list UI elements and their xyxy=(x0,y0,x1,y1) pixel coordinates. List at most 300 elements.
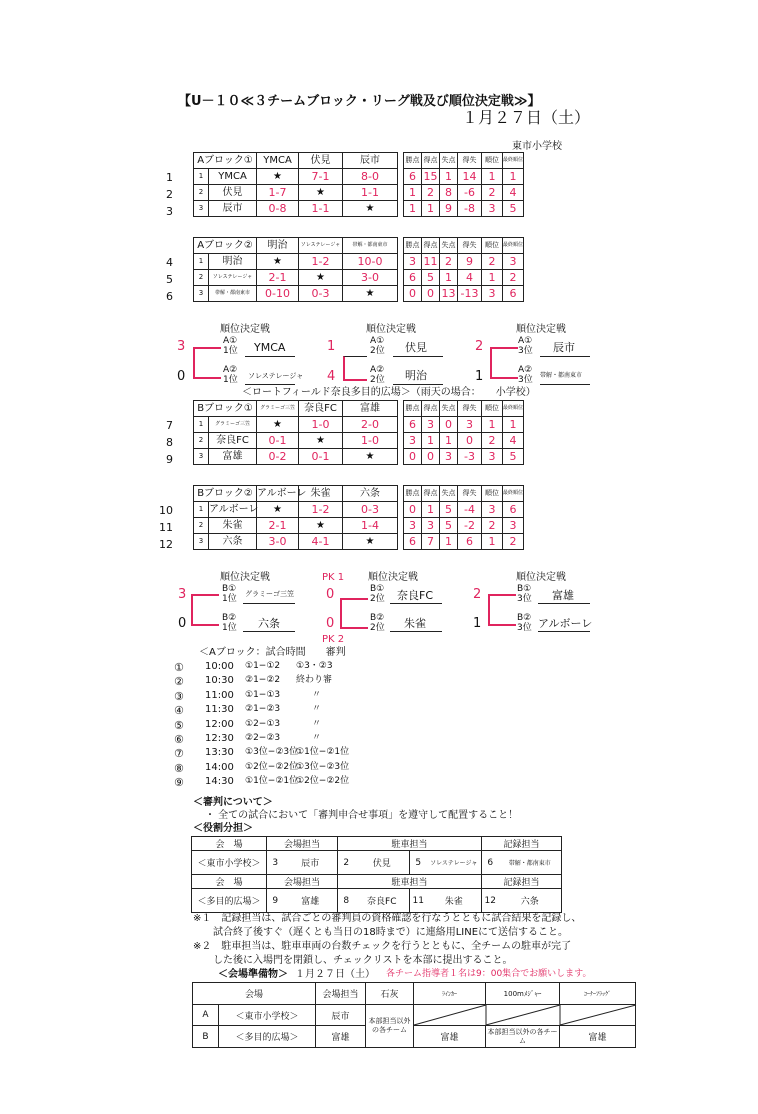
match-referee: ①3・②3 xyxy=(296,661,333,671)
result-cell: ★ xyxy=(299,185,343,201)
slot-label: A② xyxy=(223,365,238,375)
stat-header: 勝点 xyxy=(404,401,422,417)
team-index: 2 xyxy=(194,185,209,201)
stat-gf: 1 xyxy=(422,201,440,217)
header-cell: 駐車担当 xyxy=(338,837,482,851)
row-number: 1 xyxy=(166,171,173,184)
slot-team: グラミーゴ三笠 xyxy=(245,590,294,598)
match-number: ① xyxy=(174,661,184,674)
stat-pts: 3 xyxy=(404,518,422,534)
slot-underline xyxy=(390,631,442,632)
league-table xyxy=(193,485,524,550)
header-cell: ｺｰﾅｰﾌﾗｯｸﾞ xyxy=(560,983,636,1005)
venue-cell: ＜多目的広場＞ xyxy=(192,889,267,913)
slot-underline xyxy=(245,384,295,385)
pk-label: PK 2 xyxy=(322,634,345,645)
match-number: ⑤ xyxy=(174,718,184,732)
score: 3 xyxy=(177,339,186,354)
slot-team: ソレステレージャ xyxy=(248,372,304,380)
opponent-header: アルボーレ xyxy=(257,486,299,502)
slot-team: アルボーレ xyxy=(538,617,593,630)
match-time: 10:00 xyxy=(205,661,234,672)
score: 1 xyxy=(473,616,482,631)
stat-final: 3 xyxy=(503,518,524,534)
opponent-header: 辰市 xyxy=(343,153,398,169)
match-number: ⑨ xyxy=(174,776,184,790)
slot-team: 帯解・都南東市 xyxy=(540,372,583,379)
stat-gd: 0 xyxy=(458,433,482,449)
bracket-line xyxy=(193,347,221,379)
team-index: 2 xyxy=(194,433,209,449)
slot-team: 朱雀 xyxy=(404,617,426,630)
stat-gd: -4 xyxy=(458,502,482,518)
result-cell: 1-1 xyxy=(343,185,398,201)
slot-team: 富雄 xyxy=(552,589,574,602)
result-cell: 1-0 xyxy=(299,417,343,433)
result-cell: ★ xyxy=(257,417,299,433)
team-index: 1 xyxy=(194,502,209,518)
header-cell: 会場担当 xyxy=(267,875,338,889)
venue-cell: ＜東市小学校＞ xyxy=(192,851,267,875)
note: ※１ 記録担当は、試合ごとの審判員の資格確認を行なうとともに試合結果を記録し、 xyxy=(193,913,582,924)
tanto-cell: 辰市 xyxy=(316,1005,366,1026)
match-time: 11:00 xyxy=(205,689,234,701)
stat-header: 得点 xyxy=(422,401,440,417)
stat-header: 得点 xyxy=(422,486,440,502)
result-cell: 8-0 xyxy=(343,169,398,185)
opponent-header: 朱雀 xyxy=(299,486,343,502)
measure-cell: 本部担当以外の各チーム xyxy=(486,1026,560,1048)
opponent-header: YMCA xyxy=(257,153,299,169)
team-name: アルボーレ xyxy=(209,502,257,518)
slot-label: B② xyxy=(517,613,532,623)
result-cell: 0-3 xyxy=(299,286,343,302)
row-id: A xyxy=(193,1005,219,1026)
pk-label: PK 1 xyxy=(322,572,345,583)
slot-pos: 3位 xyxy=(517,594,532,604)
result-cell: 1-2 xyxy=(299,254,343,270)
opponent-header: 奈良FC xyxy=(299,401,343,417)
referee-heading: ＜審判について＞ xyxy=(193,797,273,808)
table-row xyxy=(194,502,524,518)
stat-rank: 3 xyxy=(482,201,503,217)
league-table xyxy=(193,400,524,465)
playoff-label: 順位決定戦 xyxy=(220,572,270,583)
slot-underline xyxy=(390,603,442,604)
match-referee: ①2位−②2位 xyxy=(296,776,350,787)
stat-final: 6 xyxy=(503,286,524,302)
table-row xyxy=(194,449,524,465)
bracket-line xyxy=(340,598,368,629)
result-cell: 3-0 xyxy=(343,270,398,286)
result-cell: 1-0 xyxy=(343,433,398,449)
result-cell: ★ xyxy=(343,201,398,217)
team-cell: 奈良FC xyxy=(355,889,410,913)
result-cell: 0-3 xyxy=(343,502,398,518)
team-name: 伏見 xyxy=(209,185,257,201)
liner-cell: 富雄 xyxy=(414,1026,486,1048)
equipment-note: 各チーム指導者１名は9：00集合でお願いします。 xyxy=(386,969,592,979)
slot-pos: 2位 xyxy=(370,346,385,356)
match-time: 14:00 xyxy=(205,761,234,773)
row-number: 12 xyxy=(159,538,173,551)
stat-ga: 0 xyxy=(440,417,458,433)
slot-underline xyxy=(393,356,443,357)
team-no: 3 xyxy=(267,851,284,875)
team-name: 六条 xyxy=(209,534,257,550)
stat-rank: 1 xyxy=(482,417,503,433)
stat-final: 4 xyxy=(503,185,524,201)
slot-pos: 3位 xyxy=(517,623,532,633)
stat-header: 失点 xyxy=(440,486,458,502)
row-number: 6 xyxy=(166,290,173,303)
team-index: 3 xyxy=(194,534,209,550)
stat-gf: 7 xyxy=(422,534,440,550)
playoff-label: 順位決定戦 xyxy=(516,324,566,335)
slot-label: A① xyxy=(518,336,533,346)
row-number: 10 xyxy=(159,504,173,517)
match-referee: 〃 xyxy=(312,689,322,700)
stat-header: 勝点 xyxy=(404,486,422,502)
playoff-label: 順位決定戦 xyxy=(368,572,418,583)
result-cell: 3-0 xyxy=(257,534,299,550)
result-cell: 0-1 xyxy=(257,433,299,449)
score: 1 xyxy=(327,339,336,354)
match-referee: ①3位−②3位 xyxy=(296,761,350,772)
match-time: 12:30 xyxy=(205,733,234,744)
result-cell: 2-1 xyxy=(257,518,299,534)
slot-underline xyxy=(393,384,443,385)
result-cell: 0-10 xyxy=(257,286,299,302)
league-table xyxy=(193,237,524,302)
stat-gd: 4 xyxy=(458,270,482,286)
slot-pos: 1位 xyxy=(222,623,237,633)
venue-label: 東市小学校 xyxy=(512,141,562,152)
table-row xyxy=(194,185,524,201)
header-cell: 会場担当 xyxy=(316,983,366,1005)
stat-ga: 1 xyxy=(440,270,458,286)
stat-gf: 2 xyxy=(422,185,440,201)
stat-rank: 3 xyxy=(482,502,503,518)
stat-ga: 1 xyxy=(440,169,458,185)
slot-team: 辰市 xyxy=(553,341,575,354)
stat-rank: 1 xyxy=(482,270,503,286)
opponent-header: 伏見 xyxy=(299,153,343,169)
stat-rank: 2 xyxy=(482,254,503,270)
header-cell: 石灰 xyxy=(366,983,414,1005)
stat-ga: 9 xyxy=(440,201,458,217)
stat-pts: 1 xyxy=(404,201,422,217)
score: 0 xyxy=(326,616,335,631)
stat-ga: 2 xyxy=(440,254,458,270)
match-teams: ②1−②3 xyxy=(245,704,281,715)
match-number: ⑦ xyxy=(174,747,184,761)
team-name: 朱雀 xyxy=(209,518,257,534)
stat-final: 3 xyxy=(503,254,524,270)
note: 試合終了後すぐ（遅くとも当日の18時まで）に連絡用LINEにて送信すること。 xyxy=(213,927,569,938)
team-cell: 富雄 xyxy=(284,889,338,913)
match-number: ③ xyxy=(174,689,184,703)
slot-pos: 1位 xyxy=(222,594,237,604)
note: した後に入場門を閉鎖し、チェックリストを本部に提出すること。 xyxy=(213,955,513,966)
slot-label: A① xyxy=(370,336,385,346)
block-name: Aブロック② xyxy=(194,238,257,254)
match-referee: 〃 xyxy=(312,718,322,729)
stat-final: 5 xyxy=(503,201,524,217)
slot-pos: 1位 xyxy=(223,375,238,385)
stat-header: 得失 xyxy=(458,153,482,169)
match-number: ⑧ xyxy=(174,761,184,775)
table-row xyxy=(194,417,524,433)
stat-pts: 0 xyxy=(404,286,422,302)
team-cell: 六条 xyxy=(499,889,562,913)
slot-team: 奈良FC xyxy=(397,589,434,602)
stat-gf: 1 xyxy=(422,502,440,518)
stat-gd: -2 xyxy=(458,518,482,534)
slot-label: B① xyxy=(370,584,385,594)
score: 2 xyxy=(473,587,482,602)
row-number: 5 xyxy=(166,273,173,286)
bracket-line xyxy=(490,347,518,379)
stat-final: 2 xyxy=(503,270,524,286)
header-cell: ﾗｲﾝｶｰ xyxy=(414,983,486,1005)
lime-cell: 本部担当以外の各チーム xyxy=(366,1005,414,1048)
stat-gf: 0 xyxy=(422,286,440,302)
team-no: 6 xyxy=(482,851,499,875)
stat-header: 順位 xyxy=(482,401,503,417)
event-date: １月２７日（土） xyxy=(462,108,591,127)
result-cell: 2-1 xyxy=(257,270,299,286)
stat-header: 最終順位 xyxy=(503,401,524,417)
slot-underline xyxy=(538,603,590,604)
row-number: 2 xyxy=(166,188,173,201)
slot-label: B② xyxy=(222,613,237,623)
stat-final: 4 xyxy=(503,433,524,449)
stat-gd: -8 xyxy=(458,201,482,217)
row-number: 7 xyxy=(166,419,173,432)
result-cell: 2-0 xyxy=(343,417,398,433)
stat-header: 失点 xyxy=(440,238,458,254)
opponent-header: 帯解・都南東市 xyxy=(343,238,398,254)
block-name: Aブロック① xyxy=(194,153,257,169)
team-name: 奈良FC xyxy=(209,433,257,449)
result-cell: 1-2 xyxy=(299,502,343,518)
result-cell: ★ xyxy=(343,286,398,302)
stat-pts: 6 xyxy=(404,270,422,286)
stat-gd: 6 xyxy=(458,534,482,550)
result-cell: ★ xyxy=(343,449,398,465)
result-cell: ★ xyxy=(299,270,343,286)
result-cell: 1-4 xyxy=(343,518,398,534)
opponent-header: 六条 xyxy=(343,486,398,502)
stat-ga: 8 xyxy=(440,185,458,201)
result-cell: 4-1 xyxy=(299,534,343,550)
team-index: 2 xyxy=(194,270,209,286)
result-cell: 0-1 xyxy=(299,449,343,465)
opponent-header: ソレステレージャ xyxy=(299,238,343,254)
stat-ga: 13 xyxy=(441,287,456,300)
slot-underline xyxy=(243,603,295,604)
team-index: 3 xyxy=(194,449,209,465)
table-row xyxy=(194,201,524,217)
score: 0 xyxy=(178,616,187,631)
playoff-label: 順位決定戦 xyxy=(366,324,416,335)
bracket-line xyxy=(343,356,367,381)
result-cell: ★ xyxy=(299,518,343,534)
result-cell: ★ xyxy=(343,534,398,550)
bracket-line xyxy=(191,594,219,626)
slot-underline xyxy=(538,631,590,632)
team-name: グラミーゴ三笠 xyxy=(209,417,257,433)
team-name: 帯解・都南東市 xyxy=(209,286,257,302)
match-teams: ①2−①3 xyxy=(245,718,281,729)
stat-gd: 3 xyxy=(458,417,482,433)
team-name: 辰市 xyxy=(209,201,257,217)
stat-gd: -3 xyxy=(458,449,482,465)
team-cell: 帯解・都南東市 xyxy=(499,851,562,875)
slot-pos: 2位 xyxy=(370,594,385,604)
match-teams: ①1−①2 xyxy=(245,661,281,671)
row-number: 3 xyxy=(166,205,173,218)
team-index: 1 xyxy=(194,254,209,270)
venue-label: ＜ロートフィールド奈良多目的広場＞（雨天の場合： 小学校） xyxy=(242,387,536,398)
result-cell: 7-1 xyxy=(299,169,343,185)
match-time: 12:00 xyxy=(205,718,234,730)
stat-rank: 2 xyxy=(482,518,503,534)
stat-header: 勝点 xyxy=(404,153,422,169)
match-referee: ①1位−②1位 xyxy=(296,747,350,758)
header-cell: 会場担当 xyxy=(267,837,338,851)
stat-header: 最終順位 xyxy=(503,238,524,254)
stat-header: 失点 xyxy=(440,401,458,417)
stat-final: 5 xyxy=(503,449,524,465)
stat-rank: 1 xyxy=(482,534,503,550)
header-cell: 会 場 xyxy=(192,875,267,889)
header-cell: 会 場 xyxy=(192,837,267,851)
result-cell: ★ xyxy=(257,254,299,270)
result-cell: ★ xyxy=(257,502,299,518)
venue-cell: ＜東市小学校＞ xyxy=(219,1005,316,1026)
result-cell: ★ xyxy=(299,433,343,449)
match-referee: 〃 xyxy=(312,733,322,743)
team-no: 9 xyxy=(267,889,284,913)
team-no: 5 xyxy=(410,851,427,875)
result-cell: 0-2 xyxy=(257,449,299,465)
header-cell: 記録担当 xyxy=(482,875,562,889)
header-cell: 会場 xyxy=(193,983,316,1005)
score: 0 xyxy=(177,369,186,384)
match-teams: ①3位−②3位 xyxy=(245,747,299,758)
stat-ga: 1 xyxy=(440,534,458,550)
diagonal-cell xyxy=(414,1005,636,1026)
table-row xyxy=(194,254,524,270)
team-cell: 辰市 xyxy=(284,851,338,875)
stat-header: 失点 xyxy=(440,153,458,169)
equipment-date: １月２７日（土） xyxy=(295,969,375,980)
slot-label: B① xyxy=(517,584,532,594)
league-table xyxy=(193,152,524,217)
slot-label: A② xyxy=(370,365,385,375)
match-teams: ①1位−②1位 xyxy=(245,776,299,787)
stat-pts: 6 xyxy=(404,417,422,433)
match-teams: ①1−①3 xyxy=(245,689,281,700)
score: 0 xyxy=(326,587,335,602)
slot-underline xyxy=(245,356,295,357)
stat-gd: -13 xyxy=(458,286,482,302)
stat-final: 1 xyxy=(503,417,524,433)
stat-gf: 5 xyxy=(422,270,440,286)
stat-ga: 5 xyxy=(440,502,458,518)
slot-team: 伏見 xyxy=(405,341,427,354)
playoff-label: 順位決定戦 xyxy=(220,324,270,335)
team-index: 3 xyxy=(194,286,209,302)
header-cell: 100mﾒｼﾞｬｰ xyxy=(486,983,560,1005)
stat-ga: 3 xyxy=(440,449,458,465)
result-cell: ★ xyxy=(257,169,299,185)
team-no: 2 xyxy=(338,851,355,875)
stat-gf: 11 xyxy=(423,255,438,268)
stat-header: 最終順位 xyxy=(503,153,524,169)
team-index: 1 xyxy=(194,169,209,185)
team-cell: 朱雀 xyxy=(427,889,482,913)
table-row xyxy=(194,270,524,286)
stat-header: 順位 xyxy=(482,486,503,502)
team-no: 12 xyxy=(482,889,499,913)
stat-gd: 14 xyxy=(458,169,482,185)
stat-header: 最終順位 xyxy=(503,486,524,502)
roles-heading: ＜役割分担＞ xyxy=(193,823,253,834)
slot-label: A① xyxy=(223,336,238,346)
note: ※２ 駐車担当は、駐車車両の台数チェックを行うとともに、全チームの駐車が完了 xyxy=(193,941,572,952)
match-referee: 〃 xyxy=(312,704,322,715)
stat-pts: 0 xyxy=(404,449,422,465)
slot-pos: 1位 xyxy=(223,346,238,356)
stat-gf: 3 xyxy=(422,417,440,433)
table-row xyxy=(194,534,524,550)
stat-final: 1 xyxy=(503,169,524,185)
score: 4 xyxy=(327,369,336,384)
team-index: 3 xyxy=(194,201,209,217)
stat-rank: 3 xyxy=(482,449,503,465)
match-number: ② xyxy=(174,675,184,689)
slot-pos: 3位 xyxy=(518,346,533,356)
match-number: ⑥ xyxy=(174,733,184,746)
schedule-header: ＜Aブロック：試合時間 審判 xyxy=(199,647,346,658)
slot-label: A② xyxy=(518,365,533,375)
team-name: YMCA xyxy=(209,169,257,185)
block-name: Bブロック② xyxy=(194,486,257,502)
match-teams: ②1−②2 xyxy=(245,675,281,686)
referee-text: ・ 全ての試合において「審判申合せ事項」を遵守して配置すること！ xyxy=(205,810,519,821)
stat-rank: 3 xyxy=(482,286,503,302)
team-no: 11 xyxy=(410,889,427,913)
stat-gd: 9 xyxy=(458,254,482,270)
team-cell: ソレステレージャ xyxy=(427,851,482,875)
slot-team: 六条 xyxy=(258,617,280,630)
slot-underline xyxy=(243,631,295,632)
team-no: 8 xyxy=(338,889,355,913)
stat-ga: 1 xyxy=(440,433,458,449)
stat-pts: 6 xyxy=(404,169,422,185)
match-time: 14:30 xyxy=(205,776,234,788)
stat-gf: 1 xyxy=(422,433,440,449)
stat-header: 順位 xyxy=(482,238,503,254)
stat-rank: 2 xyxy=(482,433,503,449)
stat-pts: 6 xyxy=(404,534,422,550)
strike-lines xyxy=(414,1005,636,1025)
row-number: 4 xyxy=(166,256,173,269)
match-teams: ①2位−②2位 xyxy=(245,761,299,772)
